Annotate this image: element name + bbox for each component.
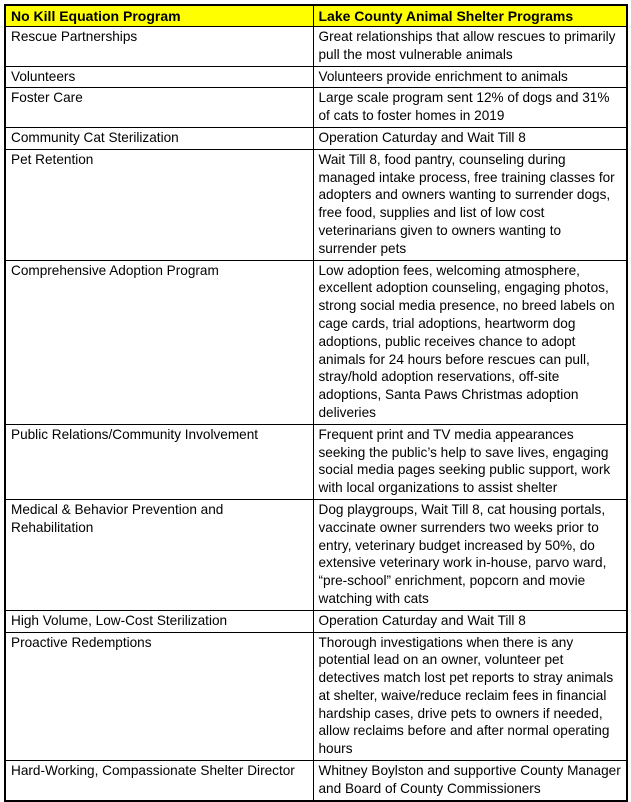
table-row-pet-retention [5, 149, 627, 260]
description-cell: Thorough investigations when there is any potential lead on an owner, volunteer pet detectives match lost pet reports to stray animals at shelter, waive/reduce reclaim fees in financial hardship cases, drive pets to owners if needed, allow reclaims before and after normal operating hours [313, 632, 627, 761]
program-cell: Hard-Working, Compassionate Shelter Director [5, 761, 313, 801]
table-row-public-relations [5, 424, 627, 499]
description-cell: Whitney Boylston and supportive County Manager and Board of County Commissioners [313, 761, 627, 801]
description-cell: Wait Till 8, food pantry, counseling during managed intake process, free training classes for adopters and owners wanting to surrender dogs, free food, supplies and list of low cost veterinarians given to owners wanting to surrender pets [313, 149, 627, 260]
column-header-no-kill-equation-program: No Kill Equation Program [5, 5, 313, 27]
program-cell: Public Relations/Community Involvement [5, 424, 313, 499]
table-row-comprehensive-adoption-program [5, 260, 627, 424]
table-row-rescue-partnerships [5, 27, 627, 67]
program-cell: Pet Retention [5, 149, 313, 260]
description-cell: Operation Caturday and Wait Till 8 [313, 610, 627, 632]
table-row-shelter-director [5, 761, 627, 801]
table-row-volunteers [5, 66, 627, 88]
comparison-table [4, 4, 628, 802]
table-row-community-cat-sterilization [5, 127, 627, 149]
program-cell: Community Cat Sterilization [5, 127, 313, 149]
table-row-medical-behavior [5, 499, 627, 610]
description-cell: Dog playgroups, Wait Till 8, cat housing portals, vaccinate owner surrenders two weeks prior to entry, veterinary budget increased by 50%, do extensive veterinary work in-house, parvo ward, “pre-school” enrichment, popcorn and movie watching with cats [313, 499, 627, 610]
program-cell: Proactive Redemptions [5, 632, 313, 761]
table-row-proactive-redemptions [5, 632, 627, 761]
program-cell: Rescue Partnerships [5, 27, 313, 67]
description-cell: Great relationships that allow rescues to primarily pull the most vulnerable animals [313, 27, 627, 67]
program-cell: Medical & Behavior Prevention and Rehabilitation [5, 499, 313, 610]
description-cell: Operation Caturday and Wait Till 8 [313, 127, 627, 149]
description-cell: Volunteers provide enrichment to animals [313, 66, 627, 88]
program-cell: Comprehensive Adoption Program [5, 260, 313, 424]
program-cell: Foster Care [5, 88, 313, 128]
column-header-shelter-programs: Lake County Animal Shelter Programs [313, 5, 627, 27]
description-cell: Large scale program sent 12% of dogs and 31% of cats to foster homes in 2019 [313, 88, 627, 128]
table-row-foster-care [5, 88, 627, 128]
description-cell: Low adoption fees, welcoming atmosphere, excellent adoption counseling, engaging photos, strong social media presence, no breed labels on cage cards, trial adoptions, heartworm dog adoptions, public receives chance to adopt animals for 24 hours before rescues can pull, stray/hold adoption reservations, off-site adoptions, Santa Paws Christmas adoption deliveries [313, 260, 627, 424]
program-cell: High Volume, Low-Cost Sterilization [5, 610, 313, 632]
table-row-high-volume-sterilization [5, 610, 627, 632]
program-cell: Volunteers [5, 66, 313, 88]
description-cell: Frequent print and TV media appearances seeking the public’s help to save lives, engaging social media pages seeking public support, work with local organizations to assist shelter [313, 424, 627, 499]
header-row [5, 5, 627, 27]
